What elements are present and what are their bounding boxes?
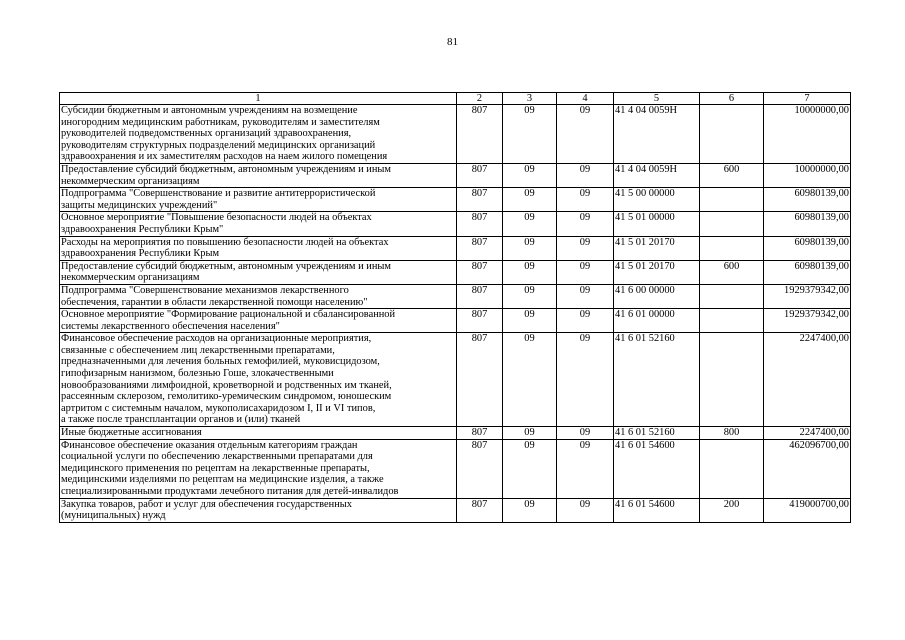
description-line: некоммерческим организациям (61, 272, 200, 284)
expense-type-code (700, 105, 764, 164)
table-row (60, 260, 851, 284)
target-article-code: 41 6 01 00000 (614, 309, 700, 333)
amount: 10000000,00 (764, 105, 851, 164)
ministry-code: 807 (457, 439, 503, 498)
header-row (60, 93, 851, 105)
ministry-code: 807 (457, 309, 503, 333)
ministry-code: 807 (457, 236, 503, 260)
row-description (60, 105, 457, 164)
section-code: 09 (503, 163, 557, 187)
table-row (60, 498, 851, 522)
header-col-3: 3 (503, 93, 557, 105)
description-line: руководителей подведомственных организаций здравоохранения, (61, 128, 352, 140)
description-line: руководителям структурных подразделений медицинских организаций (61, 139, 376, 151)
row-description (60, 212, 457, 236)
table-row (60, 212, 851, 236)
amount: 2247400,00 (764, 427, 851, 440)
target-article-code: 41 5 01 00000 (614, 212, 700, 236)
subsection-code: 09 (557, 427, 614, 440)
row-description (60, 439, 457, 498)
description-line: новообразованиями лимфоидной, кроветворной и родственных им тканей, (61, 379, 392, 391)
subsection-code: 09 (557, 212, 614, 236)
section-code: 09 (503, 309, 557, 333)
amount: 1929379342,00 (764, 309, 851, 333)
table-row (60, 333, 851, 427)
description-line: защиты медицинских учреждений" (61, 199, 218, 211)
description-line: артритом с системным началом, мукополисахаридозом I, II и VI типов, (61, 402, 376, 414)
header-col-4: 4 (557, 93, 614, 105)
expense-type-code (700, 333, 764, 427)
description-line: Основное мероприятие "Повышение безопасности людей на объектах (61, 212, 372, 224)
amount: 60980139,00 (764, 188, 851, 212)
ministry-code: 807 (457, 163, 503, 187)
expense-type-code: 800 (700, 427, 764, 440)
table-row (60, 284, 851, 308)
amount: 2247400,00 (764, 333, 851, 427)
section-code: 09 (503, 105, 557, 164)
description-line: гипофизарным нанизмом, болезнью Гоше, злокачественными (61, 368, 334, 380)
description-line: Основное мероприятие "Формирование рациональной и сбалансированной (61, 309, 396, 321)
subsection-code: 09 (557, 236, 614, 260)
ministry-code: 807 (457, 284, 503, 308)
ministry-code: 807 (457, 188, 503, 212)
expense-type-code (700, 212, 764, 236)
expense-type-code: 600 (700, 260, 764, 284)
description-line: здравоохранения Республики Крым" (61, 223, 224, 235)
target-article-code: 41 5 00 00000 (614, 188, 700, 212)
table-row (60, 188, 851, 212)
target-article-code: 41 6 01 52160 (614, 427, 700, 440)
header-col-6: 6 (700, 93, 764, 105)
expense-type-code (700, 236, 764, 260)
description-line: Предоставление субсидий бюджетным, автономным учреждениям и иным (61, 260, 391, 272)
section-code: 09 (503, 427, 557, 440)
expense-type-code (700, 188, 764, 212)
table-row (60, 105, 851, 164)
row-description (60, 309, 457, 333)
amount: 462096700,00 (764, 439, 851, 498)
amount: 1929379342,00 (764, 284, 851, 308)
section-code: 09 (503, 236, 557, 260)
subsection-code: 09 (557, 309, 614, 333)
section-code: 09 (503, 333, 557, 427)
table-row (60, 163, 851, 187)
ministry-code: 807 (457, 105, 503, 164)
section-code: 09 (503, 188, 557, 212)
page-number: 81 (447, 36, 458, 48)
budget-table (59, 92, 851, 523)
description-line: медицинского применения по рецептам на лекарственные препараты, (61, 462, 370, 474)
section-code: 09 (503, 498, 557, 522)
subsection-code: 09 (557, 498, 614, 522)
expense-type-code (700, 284, 764, 308)
description-line: Финансовое обеспечение расходов на организационные мероприятия, (61, 333, 372, 345)
table-row (60, 236, 851, 260)
amount: 60980139,00 (764, 260, 851, 284)
subsection-code: 09 (557, 284, 614, 308)
description-line: связанные с обеспечением лиц лекарственными препаратами, (61, 344, 335, 356)
expense-type-code (700, 439, 764, 498)
target-article-code: 41 6 00 00000 (614, 284, 700, 308)
amount: 419000700,00 (764, 498, 851, 522)
description-line: Расходы на мероприятия по повышению безопасности людей на объектах (61, 236, 389, 248)
description-line: социальной услуги по обеспечению лекарственными препаратами для (61, 451, 373, 463)
subsection-code: 09 (557, 188, 614, 212)
section-code: 09 (503, 439, 557, 498)
header-col-2: 2 (457, 93, 503, 105)
row-description (60, 427, 457, 440)
description-line: а также после трансплантации органов и (или) тканей (61, 414, 301, 426)
ministry-code: 807 (457, 498, 503, 522)
description-line: некоммерческим организациям (61, 175, 200, 187)
target-article-code: 41 6 01 54600 (614, 439, 700, 498)
description-line: Иные бюджетные ассигнования (61, 427, 202, 439)
table-row (60, 427, 851, 440)
ministry-code: 807 (457, 333, 503, 427)
ministry-code: 807 (457, 427, 503, 440)
description-line: Предоставление субсидий бюджетным, автономным учреждениям и иным (61, 163, 391, 175)
expense-type-code (700, 309, 764, 333)
header-col-7: 7 (764, 93, 851, 105)
description-line: иногородним медицинским работникам, руководителям и заместителям (61, 116, 380, 128)
target-article-code: 41 6 01 52160 (614, 333, 700, 427)
description-line: (муниципальных) нужд (61, 510, 166, 522)
description-line: Подпрограмма "Совершенствование и развитие антитеррористической (61, 188, 376, 200)
section-code: 09 (503, 284, 557, 308)
ministry-code: 807 (457, 212, 503, 236)
description-line: Финансовое обеспечение оказания отдельным категориям граждан (61, 439, 358, 451)
target-article-code: 41 5 01 20170 (614, 236, 700, 260)
row-description (60, 260, 457, 284)
description-line: медицинскими изделиями по рецептам на медицинские изделия, а также (61, 474, 384, 486)
description-line: специализированными продуктами лечебного питания для детей-инвалидов (61, 486, 399, 497)
description-line: предназначенными для лечения больных гемофилией, муковисцидозом, (61, 356, 380, 368)
target-article-code: 41 4 04 0059Н (614, 163, 700, 187)
subsection-code: 09 (557, 163, 614, 187)
description-line: системы лекарственного обеспечения населения" (61, 320, 280, 332)
amount: 60980139,00 (764, 236, 851, 260)
subsection-code: 09 (557, 439, 614, 498)
target-article-code: 41 6 01 54600 (614, 498, 700, 522)
description-line: рассеянным склерозом, гемолитико-уремическим синдромом, юношеским (61, 391, 392, 403)
amount: 10000000,00 (764, 163, 851, 187)
table-row (60, 439, 851, 498)
subsection-code: 09 (557, 105, 614, 164)
target-article-code: 41 4 04 0059Н (614, 105, 700, 164)
description-line: здравоохранения и их заместителям расходов на наем жилого помещения (61, 151, 388, 163)
description-line: обеспечения, гарантии в области лекарственной помощи населению" (61, 296, 368, 308)
description-line: Субсидии бюджетным и автономным учреждениям на возмещение (61, 105, 358, 116)
description-line: Закупка товаров, работ и услуг для обеспечения государственных (61, 498, 352, 510)
subsection-code: 09 (557, 260, 614, 284)
row-description (60, 236, 457, 260)
section-code: 09 (503, 260, 557, 284)
target-article-code: 41 5 01 20170 (614, 260, 700, 284)
row-description (60, 498, 457, 522)
expense-type-code: 600 (700, 163, 764, 187)
description-line: Подпрограмма "Совершенствование механизмов лекарственного (61, 284, 349, 296)
header-col-5: 5 (614, 93, 700, 105)
expense-type-code: 200 (700, 498, 764, 522)
table-row (60, 309, 851, 333)
ministry-code: 807 (457, 260, 503, 284)
row-description (60, 284, 457, 308)
description-line: здравоохранения Республики Крым (61, 248, 220, 260)
section-code: 09 (503, 212, 557, 236)
row-description (60, 163, 457, 187)
amount: 60980139,00 (764, 212, 851, 236)
header-col-1: 1 (60, 93, 457, 105)
row-description (60, 188, 457, 212)
row-description (60, 333, 457, 427)
subsection-code: 09 (557, 333, 614, 427)
